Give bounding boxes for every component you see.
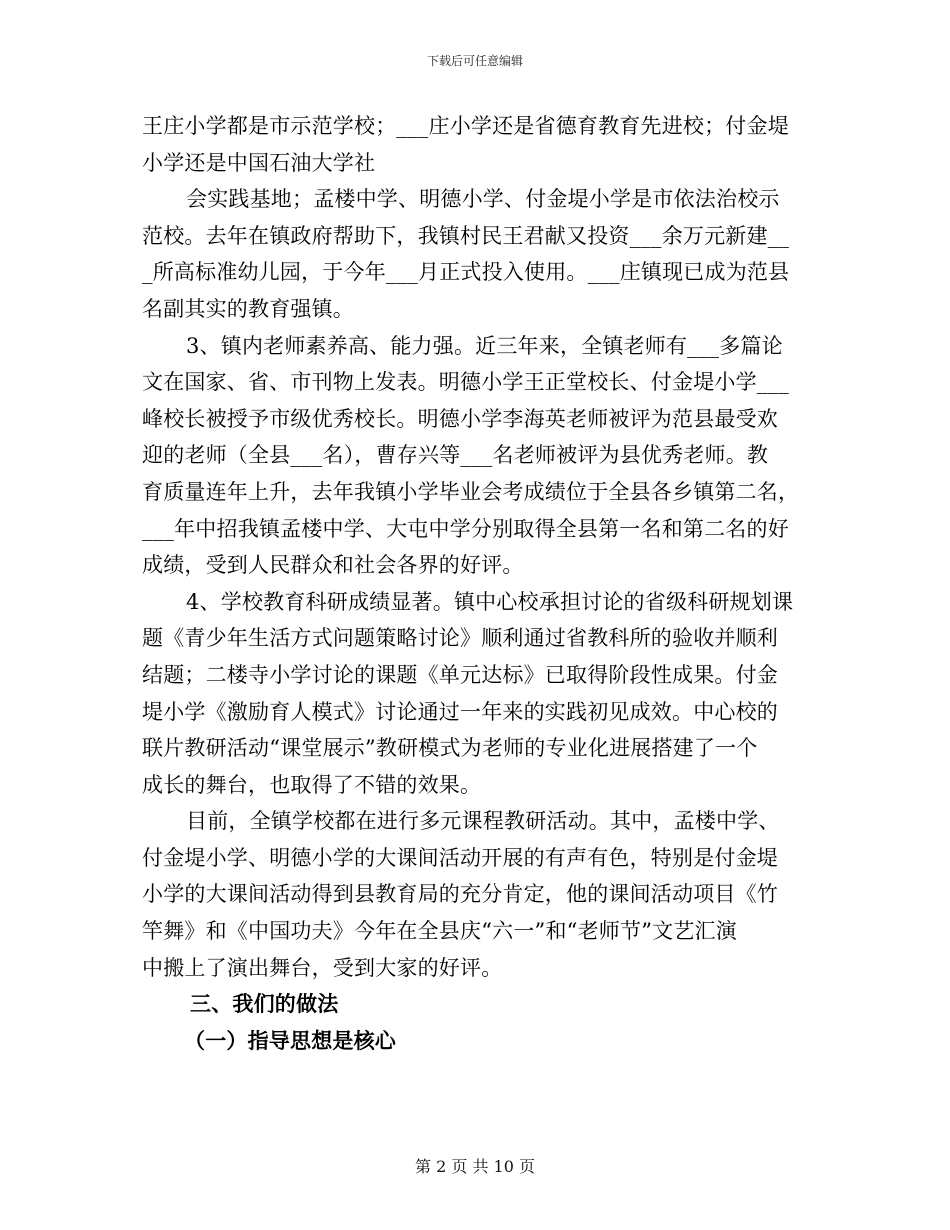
body-line: 题《青少年生活方式问题策略讨论》顺利通过省教科所的验收并顺利: [142, 626, 778, 651]
body-line: 目前，全镇学校都在进行多元课程教研活动。其中，孟楼中学、: [186, 809, 780, 834]
body-line: 小学的大课间活动得到县教育局的充分肯定，他的课间活动项目《竹: [142, 882, 778, 907]
body-line: 会实践基地；孟楼中学、明德小学、付金堤小学是市依法治校示: [186, 187, 780, 212]
page-number: 第 2 页 共 10 页: [415, 1157, 535, 1176]
body-line: 4、学校教育科研成绩显著。镇中心校承担讨论的省级科研规划课: [186, 589, 794, 614]
body-line: 成绩，受到人民群众和社会各界的好评。: [142, 553, 524, 578]
body-line: 中搬上了演出舞台，受到大家的好评。: [142, 955, 503, 980]
body-line: ___年中招我镇孟楼中学、大屯中学分别取得全县第一名和第二名的好: [142, 516, 789, 541]
body-line: 范校。去年在镇政府帮助下，我镇村民王君献又投资___余万元新建__: [142, 223, 790, 248]
body-line: 堤小学《激励育人模式》讨论通过一年来的实践初见成效。中心校的: [142, 699, 778, 724]
body-line: 王庄小学都是市示范学校；___庄小学还是省德育教育先进校；付金堤: [142, 114, 789, 138]
body-line: 文在国家、省、市刊物上发表。明德小学王正堂校长、付金堤小学___: [142, 370, 789, 395]
body-line: 育质量连年上升，去年我镇小学毕业会考成绩位于全县各乡镇第二名，: [142, 479, 800, 504]
section-heading: 三、我们的做法: [190, 991, 339, 1017]
page-header: 下载后可任意编辑: [426, 54, 523, 68]
body-line: 联片教研活动“课堂展示”教研模式为老师的专业化进展搭建了一个: [142, 736, 758, 761]
body-line: 成长的舞台，也取得了不错的效果。: [142, 772, 482, 797]
body-line: 竿舞》和《中国功夫》今年在全县庆“六一”和“老师节”文艺汇演: [142, 919, 737, 944]
body-line: 3、镇内老师素养高、能力强。近三年来，全镇老师有___多篇论: [186, 333, 783, 358]
section-subheading: （一）指导思想是核心: [184, 1027, 396, 1053]
body-line: 名副其实的教育强镇。: [142, 296, 354, 321]
body-line: 结题；二楼寺小学讨论的课题《单元达标》已取得阶段性成果。付金: [142, 662, 778, 687]
body-line: 峰校长被授予市级优秀校长。明德小学李海英老师被评为范县最受欢: [142, 406, 778, 431]
body-line: 付金堤小学、明德小学的大课间活动开展的有声有色，特别是付金堤: [142, 845, 778, 870]
body-line: 小学还是中国石油大学社: [142, 150, 376, 175]
document-body: [142, 108, 812, 1059]
body-line: _所高标准幼儿园，于今年___月正式投入使用。___庄镇现已成为范县: [142, 260, 790, 285]
body-line: 迎的老师（全县___名），曹存兴等___名老师被评为县优秀老师。教: [142, 443, 769, 468]
